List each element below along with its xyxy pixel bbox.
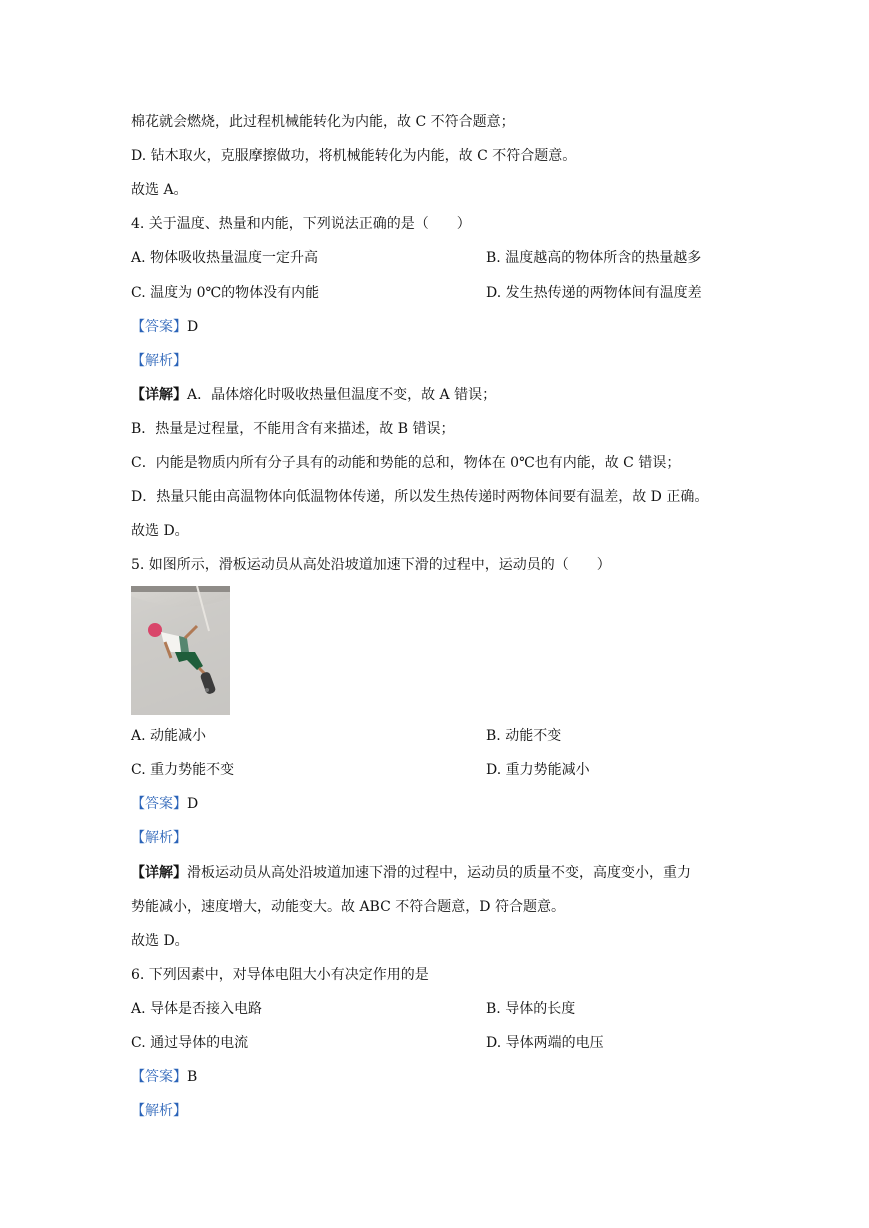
q4-answer (131, 317, 198, 337)
q6-answer (131, 1067, 197, 1087)
q6-option-d: D. 导体两端的电压 (486, 1035, 604, 1051)
q4-option-a: A. 物体吸收热量温度一定升高 (131, 250, 319, 266)
q5-detail-1 (131, 863, 691, 883)
q4-detail-b: B．热量是过程量，不能用含有来描述，故 B 错误； (131, 421, 455, 437)
q5-choose: 故选 D。 (131, 933, 189, 949)
text-line: 故选 A。 (131, 182, 188, 198)
question-6-stem: 6. 下列因素中，对导体电阻大小有决定作用的是 (131, 967, 429, 983)
text-line: 棉花就会燃烧，此过程机械能转化为内能，故 C 不符合题意； (131, 114, 515, 130)
skateboarder-illustration (131, 586, 230, 715)
answer-value: B (187, 1069, 198, 1085)
answer-tag: 【答案】 (131, 1069, 187, 1085)
question-4-stem: 4. 关于温度、热量和内能，下列说法正确的是（ ） (131, 216, 471, 232)
q5-option-d: D. 重力势能减小 (486, 762, 590, 778)
answer-tag: 【答案】 (131, 319, 187, 335)
q4-choose: 故选 D。 (131, 523, 189, 539)
q4-detail-c: C．内能是物质内所有分子具有的动能和势能的总和，物体在 0℃也有内能，故 C 错误； (131, 455, 681, 471)
detail-text: 滑板运动员从高处沿坡道加速下滑的过程中，运动员的质量不变，高度变小，重力 (187, 865, 691, 881)
q5-analysis-tag: 【解析】 (131, 830, 187, 846)
detail-text: A．晶体熔化时吸收热量但温度不变，故 A 错误； (187, 387, 497, 403)
detail-tag: 【详解】 (131, 865, 187, 881)
q4-option-b: B. 温度越高的物体所含的热量越多 (486, 250, 702, 266)
q5-option-c: C. 重力势能不变 (131, 762, 235, 778)
q6-option-a: A. 导体是否接入电路 (131, 1001, 263, 1017)
q5-option-a: A. 动能减小 (131, 728, 207, 744)
answer-tag: 【答案】 (131, 796, 187, 812)
question-5-stem: 5. 如图所示，滑板运动员从高处沿坡道加速下滑的过程中，运动员的（ ） (131, 557, 611, 573)
q4-detail-d: D．热量只能由高温物体向低温物体传递，所以发生热传递时两物体间要有温差，故 D 正确。 (131, 489, 709, 505)
answer-value: D (187, 796, 199, 812)
q5-option-b: B. 动能不变 (486, 728, 562, 744)
answer-value: D (187, 319, 199, 335)
text-line: D. 钻木取火，克服摩擦做功，将机械能转化为内能，故 C 不符合题意。 (131, 148, 577, 164)
q5-detail-2: 势能减小，速度增大，动能变大。故 ABC 不符合题意，D 符合题意。 (131, 899, 565, 915)
q4-analysis-tag: 【解析】 (131, 353, 187, 369)
q4-option-d: D. 发生热传递的两物体间有温度差 (486, 285, 702, 301)
q6-option-b: B. 导体的长度 (486, 1001, 576, 1017)
q6-analysis-tag: 【解析】 (131, 1103, 187, 1119)
q4-option-c: C. 温度为 0℃的物体没有内能 (131, 285, 320, 301)
q4-detail-a (131, 385, 496, 405)
q6-option-c: C. 通过导体的电流 (131, 1035, 249, 1051)
skateboarder-photo (131, 586, 230, 715)
detail-tag: 【详解】 (131, 387, 187, 403)
q5-answer (131, 794, 198, 814)
